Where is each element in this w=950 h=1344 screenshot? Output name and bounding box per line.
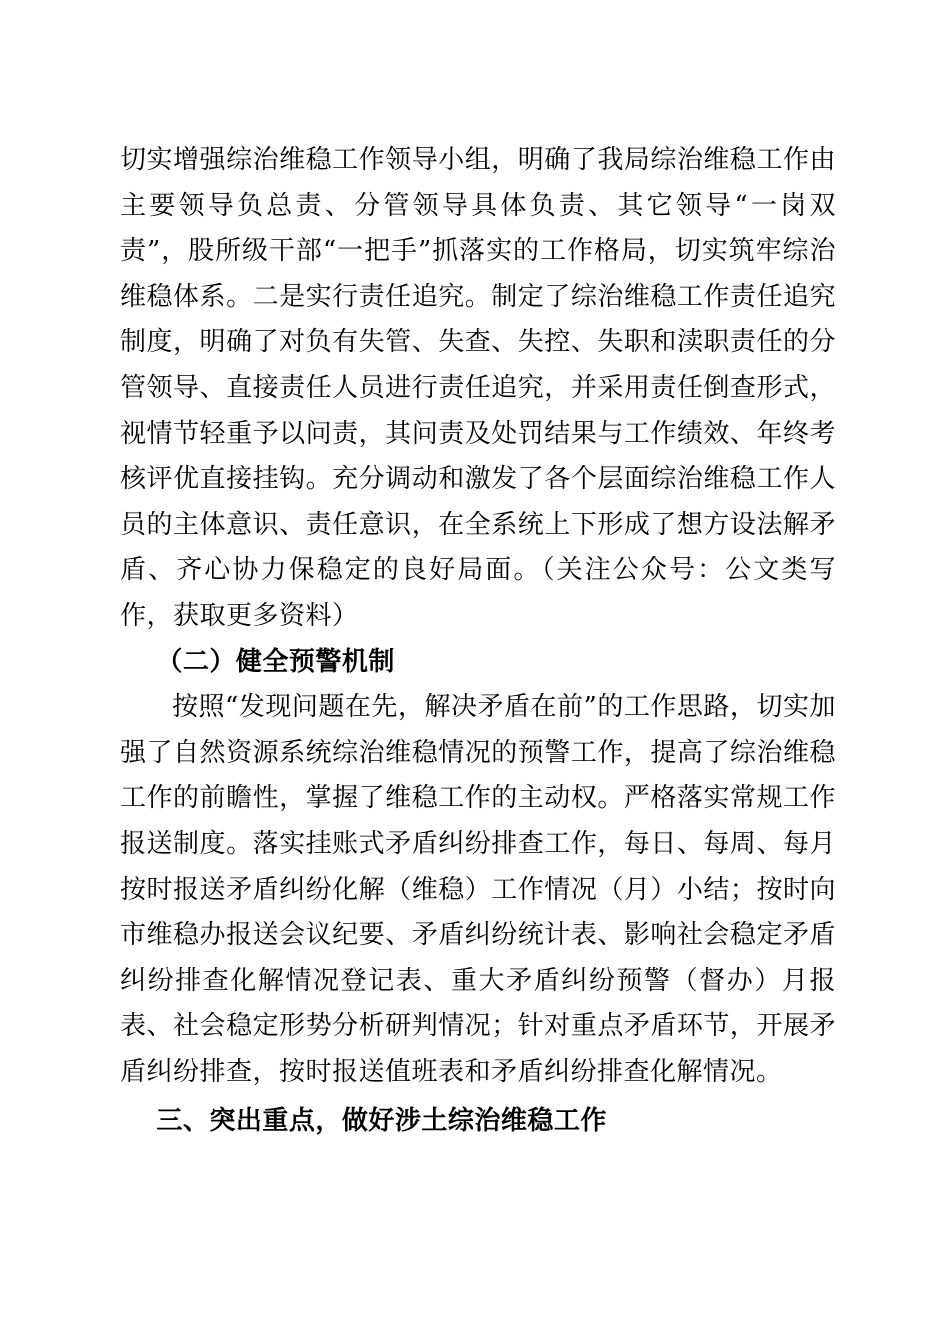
section-heading-land-stability: 三、突出重点，做好涉土综治维稳工作 xyxy=(156,1106,607,1137)
paragraph-leadership-responsibility: 切实增强综治维稳工作领导小组，明确了我局综治维稳工作由主要领导负总责、分管领导具体负责、其它领导“一岗双责”，股所级干部“一把手”抓落实的工作格局，切实筑牢综治维稳体系。二是实行责任追究。制定了综治维稳工作责任追究制度，明确了对负有失管、失查、失控、失职和渎职责任的分管领导、直接责任人员进行责任追究，并采用责任倒查形式，视情节轻重予以问责，其问责及处罚结果与工作绩效、年终考核评优直接挂钩。充分调动和激发了各个层面综治维稳工作人员的主体意识、责任意识，在全系统上下形成了想方设法解矛盾、齐心协力保稳定的良好局面。（关注公众号：公文类写作，获取更多资料） xyxy=(120,145,836,631)
paragraph-early-warning: 按照“发现问题在先，解决矛盾在前”的工作思路，切实加强了自然资源系统综治维稳情况的预警工作，提高了综治维稳工作的前瞻性，掌握了维稳工作的主动权。严格落实常规工作报送制度。落实挂账式矛盾纠纷排查工作，每日、每周、每月按时报送矛盾纠纷化解（维稳）工作情况（月）小结；按时向市维稳办报送会议纪要、矛盾纠纷统计表、影响社会稳定矛盾纠纷排查化解情况登记表、重大矛盾纠纷预警（督办）月报表、社会稳定形势分析研判情况；针对重点矛盾环节，开展矛盾纠纷排查，按时报送值班表和矛盾纠纷排查化解情况。 xyxy=(120,692,836,1087)
subheading-early-warning: （二）健全预警机制 xyxy=(156,646,395,677)
document-body xyxy=(120,138,836,1145)
